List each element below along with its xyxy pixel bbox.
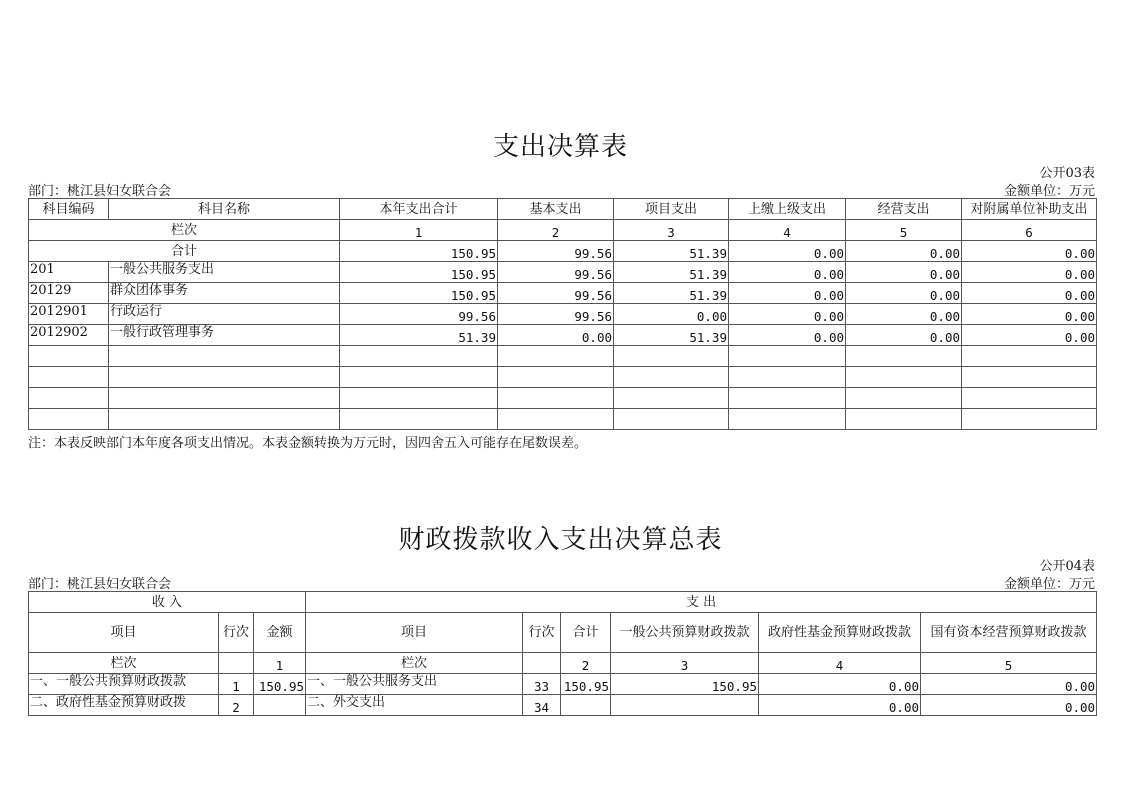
- total-value: 0.00: [729, 241, 846, 262]
- empty-row: [29, 346, 1097, 367]
- cell-value: 0.00: [729, 262, 846, 283]
- income-item: 一、一般公共预算财政拨款: [29, 674, 219, 695]
- cell-value: 0.00: [729, 304, 846, 325]
- total-value: 0.00: [962, 241, 1097, 262]
- cell-value: 0.00: [962, 325, 1097, 346]
- table1-form-number: 公开03表: [1039, 166, 1095, 181]
- empty-row: [29, 367, 1097, 388]
- subject-name: 一般行政管理事务: [109, 325, 340, 346]
- header-code: 科目编码: [29, 199, 109, 220]
- cell-value: 0.00: [846, 262, 962, 283]
- table2-department: 部门：桃江县妇女联合会: [28, 577, 172, 592]
- income-line-number: 2: [219, 695, 254, 716]
- cell-value: 0.00: [846, 283, 962, 304]
- empty-row: [29, 409, 1097, 430]
- header-name: 科目名称: [109, 199, 340, 220]
- cell-value: 150.95: [340, 262, 498, 283]
- header-operating: 经营支出: [846, 199, 962, 220]
- header-income-amount: 金额: [254, 613, 306, 653]
- subject-code: 2012901: [29, 304, 109, 325]
- table1-header-row: [29, 199, 1097, 220]
- header-subsidy: 对附属单位补助支出: [962, 199, 1097, 220]
- table-row: [29, 262, 1097, 283]
- column-number-label: 栏次: [306, 653, 523, 674]
- header-basic: 基本支出: [498, 199, 614, 220]
- subject-code: 201: [29, 262, 109, 283]
- total-value: 0.00: [846, 241, 962, 262]
- expense-line-number: 33: [523, 674, 561, 695]
- fund-budget-value: 0.00: [759, 674, 921, 695]
- header-expense-total: 合计: [561, 613, 611, 653]
- empty-row: [29, 388, 1097, 409]
- column-number: 3: [611, 653, 759, 674]
- cell-value: 0.00: [846, 325, 962, 346]
- header-income-line: 行次: [219, 613, 254, 653]
- table-row: [29, 304, 1097, 325]
- income-amount: 150.95: [254, 674, 306, 695]
- total-value: 99.56: [498, 241, 614, 262]
- header-remit: 上缴上级支出: [729, 199, 846, 220]
- subject-code: 20129: [29, 283, 109, 304]
- cell-value: 0.00: [498, 325, 614, 346]
- cell-value: 51.39: [614, 325, 729, 346]
- cell-value: 51.39: [614, 262, 729, 283]
- general-budget-value: [611, 695, 759, 716]
- header-fund-budget: 政府性基金预算财政拨款: [759, 613, 921, 653]
- header-total: 本年支出合计: [340, 199, 498, 220]
- column-number: 2: [561, 653, 611, 674]
- state-capital-value: 0.00: [921, 674, 1097, 695]
- table2-column-number-row: [29, 653, 1097, 674]
- header-expense-line: 行次: [523, 613, 561, 653]
- table-row: [29, 283, 1097, 304]
- income-item: 二、政府性基金预算财政拨: [29, 695, 219, 716]
- general-budget-value: 150.95: [611, 674, 759, 695]
- table2-title: 财政拨款收入支出决算总表: [398, 525, 723, 555]
- cell-value: 0.00: [846, 304, 962, 325]
- expense-item: 一、一般公共服务支出: [306, 674, 523, 695]
- cell-value: 99.56: [498, 283, 614, 304]
- header-state-capital-budget: 国有资本经营预算财政拨款: [921, 613, 1097, 653]
- column-number: 1: [340, 220, 498, 241]
- expenditure-table: [28, 198, 1097, 430]
- cell-value: 0.00: [729, 283, 846, 304]
- table-row: [29, 695, 1097, 716]
- cell-value: 99.56: [498, 304, 614, 325]
- total-value: 150.95: [340, 241, 498, 262]
- total-label: 合计: [29, 241, 340, 262]
- table1-column-number-row: [29, 220, 1097, 241]
- column-number: 4: [759, 653, 921, 674]
- total-value: 51.39: [614, 241, 729, 262]
- fiscal-appropriation-table: [28, 591, 1097, 716]
- income-amount: [254, 695, 306, 716]
- expense-item: 二、外交支出: [306, 695, 523, 716]
- cell-value: 51.39: [614, 283, 729, 304]
- column-number-label: 栏次: [29, 220, 340, 241]
- cell-value: 0.00: [614, 304, 729, 325]
- table-row: [29, 325, 1097, 346]
- column-number: 5: [921, 653, 1097, 674]
- column-number-label: 栏次: [29, 653, 219, 674]
- table1-department: 部门：桃江县妇女联合会: [28, 184, 172, 199]
- income-header: 收 入: [29, 592, 306, 613]
- expense-total: [561, 695, 611, 716]
- expense-line-number: 34: [523, 695, 561, 716]
- column-number: 5: [846, 220, 962, 241]
- cell-value: 150.95: [340, 283, 498, 304]
- cell-value: 99.56: [498, 262, 614, 283]
- column-number: 3: [614, 220, 729, 241]
- column-number: 6: [962, 220, 1097, 241]
- table1-title: 支出决算表: [492, 132, 628, 162]
- table1-unit: 金额单位：万元: [1003, 184, 1095, 199]
- table1-note: 注：本表反映部门本年度各项支出情况。本表金额转换为万元时，因四舍五入可能存在尾数误差。: [28, 436, 588, 451]
- header-income-item: 项目: [29, 613, 219, 653]
- header-expense-item: 项目: [306, 613, 523, 653]
- cell-value: 99.56: [340, 304, 498, 325]
- subject-name: 一般公共服务支出: [109, 262, 340, 283]
- cell-value: 0.00: [729, 325, 846, 346]
- cell-value: 51.39: [340, 325, 498, 346]
- cell-value: 0.00: [962, 304, 1097, 325]
- table2-form-number: 公开04表: [1039, 559, 1095, 574]
- header-project: 项目支出: [614, 199, 729, 220]
- cell-value: 0.00: [962, 283, 1097, 304]
- cell-value: 0.00: [962, 262, 1097, 283]
- subject-name: 群众团体事务: [109, 283, 340, 304]
- table2-header-row: [29, 613, 1097, 653]
- fund-budget-value: 0.00: [759, 695, 921, 716]
- subject-code: 2012902: [29, 325, 109, 346]
- column-number: 1: [254, 653, 306, 674]
- table-row: [29, 674, 1097, 695]
- header-general-budget: 一般公共预算财政拨款: [611, 613, 759, 653]
- income-line-number: 1: [219, 674, 254, 695]
- column-number: 2: [498, 220, 614, 241]
- state-capital-value: 0.00: [921, 695, 1097, 716]
- column-number: 4: [729, 220, 846, 241]
- table1-total-row: [29, 241, 1097, 262]
- expense-header: 支 出: [306, 592, 1097, 613]
- expense-total: 150.95: [561, 674, 611, 695]
- table2-group-header-row: [29, 592, 1097, 613]
- table2-unit: 金额单位：万元: [1003, 577, 1095, 592]
- subject-name: 行政运行: [109, 304, 340, 325]
